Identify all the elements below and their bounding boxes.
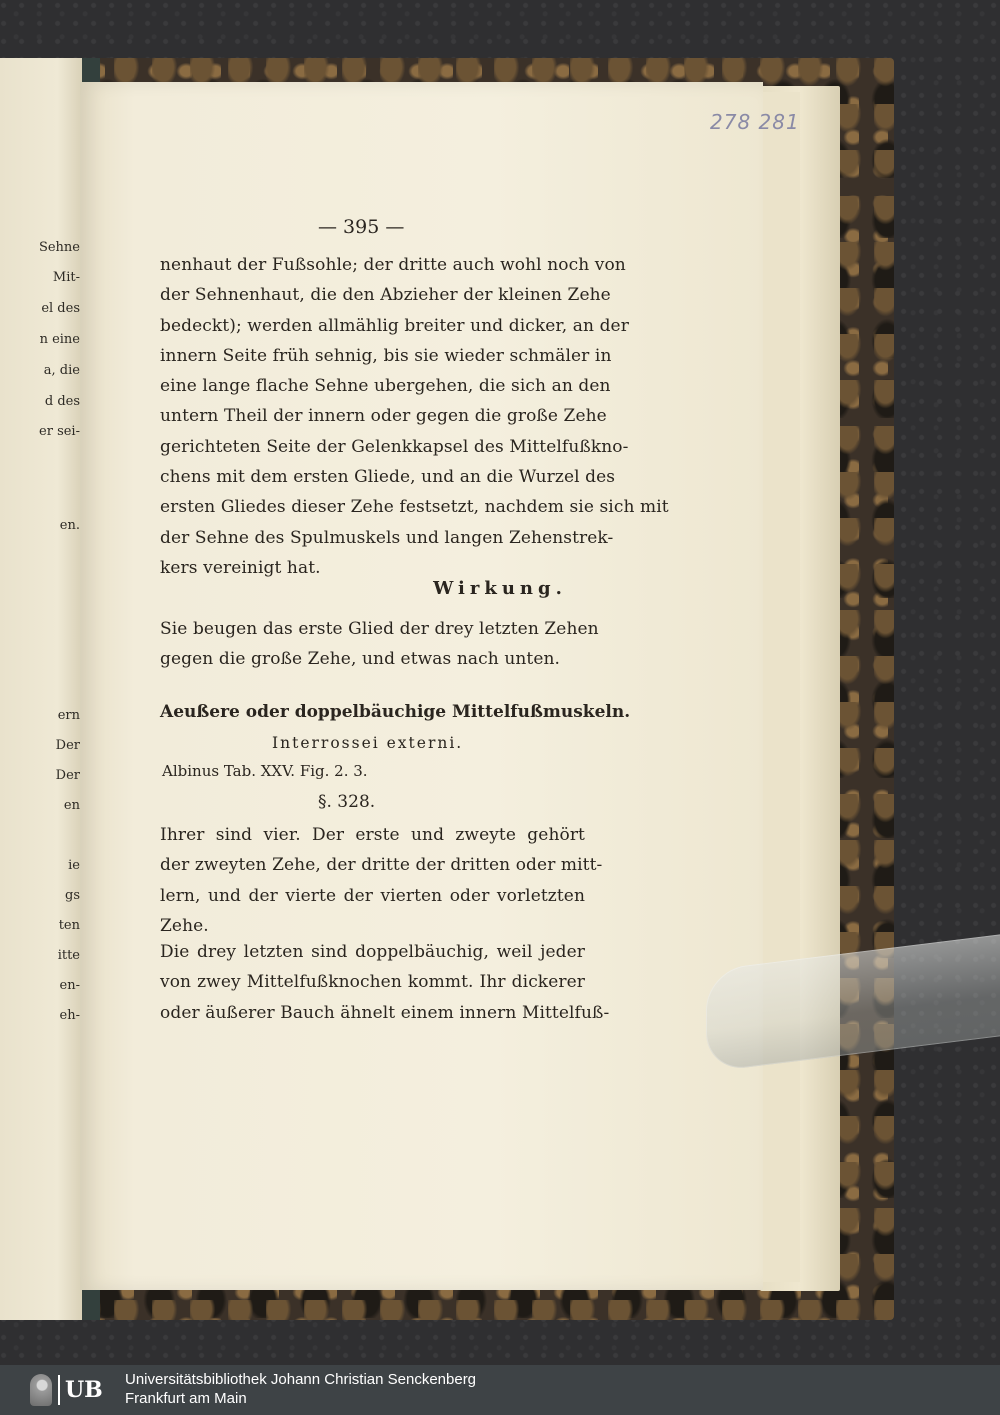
text-line: gerichteten Seite der Gelenkkapsel des Mittelfußkno-	[160, 436, 629, 457]
previous-page-fragment: en.	[59, 518, 80, 533]
previous-page-fragment: Der	[55, 738, 80, 753]
heading-wirkung	[0, 578, 1000, 599]
text-line: innern Seite früh sehnig, bis sie wieder schmäler in	[160, 345, 612, 366]
previous-page-fragment: el des	[41, 301, 80, 316]
previous-page-fragment: n eine	[39, 332, 80, 347]
figure-reference: Albinus Tab. XXV. Fig. 2. 3.	[162, 762, 368, 780]
text-line: bedeckt); werden allmählig breiter und dicker, an der	[160, 315, 629, 336]
text-line: der Sehnenhaut, die den Abzieher der kleinen Zehe	[160, 285, 611, 306]
previous-page-fragment: en-	[59, 978, 80, 993]
previous-page-fragment: d des	[44, 394, 80, 409]
previous-page-fragment: Mit-	[52, 270, 80, 285]
footer-city: Frankfurt am Main	[125, 1390, 247, 1407]
previous-page-fragment: Der	[55, 768, 80, 783]
section-number: §. 328.	[318, 792, 376, 812]
ub-logo-text: UB	[58, 1375, 103, 1405]
previous-page-fragment: Sehne	[38, 240, 80, 255]
text-line: von zwey Mittelfußknochen kommt. Ihr dickerer	[160, 972, 585, 993]
text-line: eine lange flache Sehne ubergehen, die sich an den	[160, 376, 611, 397]
pencil-page-marks: 278 281	[710, 110, 800, 134]
text-line: der zweyten Zehe, der dritte der dritten oder mitt-	[160, 855, 603, 876]
text-line: nenhaut der Fußsohle; der dritte auch wohl noch von	[160, 255, 626, 275]
text-line: lern, und der vierte der vierten oder vorletzten	[160, 885, 585, 906]
library-footer	[0, 1365, 1000, 1415]
paragraph-count	[160, 820, 603, 941]
paragraph-wirkung	[160, 614, 599, 675]
footer-library-name: Universitätsbibliothek Johann Christian Senckenberg	[125, 1371, 477, 1388]
previous-page-fragment: gs	[65, 888, 80, 903]
text-line: gegen die große Zehe, und etwas nach unten.	[160, 649, 561, 670]
previous-page-fragment: ern	[57, 708, 80, 723]
section-title: Aeußere oder doppelbäuchige Mittelfußmuskeln.	[160, 702, 631, 722]
page-number: — 395 —	[318, 216, 405, 238]
ub-logo	[30, 1372, 112, 1408]
previous-page-edge	[0, 58, 82, 1320]
previous-page-fragment: ie	[68, 858, 80, 873]
text-line: oder äußerer Bauch ähnelt einem innern Mittelfuß-	[160, 1002, 610, 1023]
paragraph-bellies	[160, 937, 610, 1028]
heading-wirkung-text: Wirkung.	[433, 578, 567, 599]
latin-name: Interrossei externi.	[272, 734, 464, 752]
text-line: untern Theil der innern oder gegen die große Zehe	[160, 406, 607, 427]
previous-page-fragment: a, die	[43, 363, 80, 378]
text-line: Die drey letzten sind doppelbäuchig, weil jeder	[160, 942, 585, 962]
previous-page-fragment: er sei-	[39, 424, 80, 439]
text-line: Ihrer sind vier. Der erste und zweyte gehört	[160, 825, 585, 845]
text-line: der Sehne des Spulmuskels und langen Zehenstrek-	[160, 527, 614, 548]
previous-page-fragment: eh-	[59, 1008, 80, 1023]
paragraph-continuation	[160, 250, 669, 583]
text-line: Zehe.	[160, 915, 209, 936]
previous-page-fragment: ten	[58, 918, 80, 933]
previous-page-fragment: en	[63, 798, 80, 813]
previous-page-fragment: itte	[57, 948, 80, 963]
text-line: Sie beugen das erste Glied der drey letzten Zehen	[160, 619, 599, 639]
text-line: kers vereinigt hat.	[160, 557, 321, 578]
text-line: ersten Gliedes dieser Zehe festsetzt, nachdem sie sich mit	[160, 497, 669, 518]
text-line: chens mit dem ersten Gliede, und an die Wurzel des	[160, 467, 616, 488]
portrait-icon	[30, 1374, 52, 1406]
